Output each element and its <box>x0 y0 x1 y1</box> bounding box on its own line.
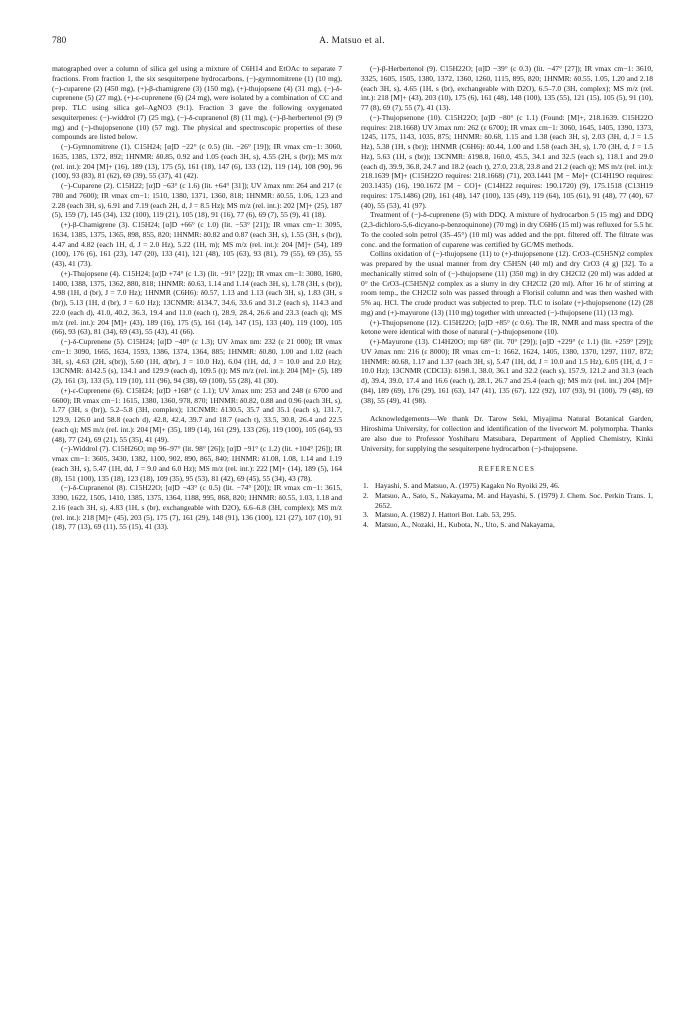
collins-oxidation: Collins oxidation of (−)-thujopsene (11) to (+)-thujopsenone (12). CrO3–(C5H5N)2 complex was prepared by the usual manner from dry C5H5N (40 ml) and dry CrO3 (4 g) [32]. To a mechanically stirred soln of (−)-thujopsene (11) (350 mg) in dry CH2Cl2 (20 ml) was added at 0° the CrO3–(C5H5N)2 complex as a slurry in dry CH2Cl2 (20 ml). After 16 hr of stirring at room temp., the CH2Cl2 soln was passed through a Florisil column and was then washed with 5% aq. HCl. The crude product was subjected to prep. TLC to isolate (+)-thujopsenone (12) (28 mg) and (+)-mayurone (13) (110 mg) together with unreacted (−)-thujopsene (11) (13 mg). <box>361 249 653 317</box>
compound-beta-herbertenol: (−)-β-Herbertenol (9). C15H22O; [α]D −39° (c 0.3) (lit. −47° [27]); IR νmax cm−1: 3610, 3325, 1605, 1505, 1380, 1372, 1360, 1260, 1115, 895, 820; 1HNMR: δ0.55, 1.05, 1.20 and 2.18 (each 3H, s), 4.65 (1H, s (br), exchangeable with D2O), 6.5–7.0 (3H, complex); MS m/z (rel. int.): 218 [M]+ (43), 203 (10), 175 (6), 161 (48), 148 (100), 135 (55), 121 (15), 105 (5), 91 (10), 77 (8), 69 (7), 55 (7), 41 (13). <box>361 64 653 112</box>
compound-beta-chamigrene: (+)-β-Chamigrene (3). C15H24; [α]D +66° (c 1.0) (lit. −53° [21]); IR νmax cm−1: 3095, 1634, 1385, 1375, 1365, 898, 855, 820; 1HNMR: δ0.82 and 0.87 (each 3H, s), 1.55 (3H, s (br)), 4.47 and 4.82 (each 1H, d, J = 2.0 Hz), 5.22 (1H, m); MS m/z (rel. int.): 204 [M]+ (54), 189 (100), 176 (6), 161 (23), 147 (20), 133 (41), 121 (48), 105 (63), 93 (81), 79 (55), 69 (35), 55 (43), 41 (73). <box>52 220 342 268</box>
right-column <box>361 64 653 1004</box>
reference-number: 3. <box>363 510 369 520</box>
reference-item <box>361 481 653 491</box>
page-header <box>52 36 652 50</box>
reference-item <box>361 491 653 511</box>
left-column <box>52 64 342 1004</box>
compound-mayurone: (+)-Mayurone (13). C14H20O; mp 68° (lit. 70° [29]); [α]D +229° (c 1.1) (lit. +259° [29]); UV λmax nm: 216 (ε 8000); IR νmax cm−1: 1662, 1624, 1405, 1380, 1370, 1297, 1107, 872; 1HNMR: δ0.68, 1.17 and 1.37 (each 3H, s), 5.47 (1H, dd, J = 10.0 and 1.5 Hz), 6.05 (1H, d, J = 10.0 Hz); 13CNMR (CDCl3): δ198.1, 38.0, 36.1 and 32.2 (each s), 157.9, 121.2 and 31.3 (each d), 39.4, 39.0, 17.4 and 16.6 (each t), 28.1, 26.7 and 25.4 (each q); MS m/z (rel. int.) 204 [M]+ (84), 189 (69), 176 (29), 161 (63), 147 (41), 135 (67), 122 (92), 107 (93), 91 (100), 79 (48), 69 (38), 55 (49), 41 (98). <box>361 337 653 405</box>
compound-widdrol: (−)-Widdrol (7). C15H26O; mp 96–97° (lit. 98° [26]); [α]D −91° (c 1.2) (lit. +104° [26]); IR νmax cm−1: 3605, 3430, 1382, 1100, 902, 890, 865, 840; 1HNMR: δ1.08, 1.08, 1.14 and 1.19 (each 3H, s), 5.47 (1H, dd, J = 9.0 and 6.0 Hz); MS m/z (rel. int.): 222 [M]+ (14), 189 (5), 164 (8), 151 (100), 135 (18), 123 (18), 109 (35), 95 (53), 81 (42), 69 (45), 55 (34), 43 (78). <box>52 444 342 483</box>
page-number: 780 <box>52 36 67 46</box>
reference-number: 4. <box>363 520 369 529</box>
reference-text: Matsuo, A., Sato, S., Nakayama, M. and Hayashi, S. (1979) J. Chem. Soc. Perkin Trans. 1, 2652. <box>375 490 653 510</box>
compound-gymnomitrene: (−)-Gymnomitrene (1). C15H24; [α]D −22° (c 0.5) (lit. −26° [19]); IR νmax cm−1: 3060, 1635, 1385, 1372, 892; 1HNMR: δ0.85, 0.92 and 1.05 (each 3H, s), 4.55 (2H, s (br)); MS m/z (rel. int.): 204 [M]+ (16), 189 (13), 175 (5), 161 (18), 147 (6), 133 (12), 119 (14), 108 (90), 96 (100), 93 (83), 81 (62), 69 (39), 55 (37), 41 (42). <box>52 142 342 181</box>
reference-text: Hayashi, S. and Matsuo, A. (1975) Kagaku No Ryoiki 29, 46. <box>375 481 560 490</box>
reference-number: 2. <box>363 490 369 500</box>
compound-thujopsenone: (−)-Thujopsenone (10). C15H22O; [α]D −80° (c 1.1) (Found: [M]+, 218.1639. C15H22O requires: 218.1668) UV λmax nm: 262 (ε 6700); IR νmax cm−1: 3060, 1645, 1405, 1390, 1373, 1245, 1175, 1143, 1035, 875; 1HNMR: δ0.68, 1.15 and 1.38 (each 3H, s), 2.03 (3H, d, J = 1.5 Hz), 5.38 (1H, s (br)); 1HNMR (C6H6): δ0.44, 1.00 and 1.58 (each 3H, s), 1.70 (3H, d, J = 1.5 Hz), 5.63 (1H, s (br)); 13CNMR: δ198.8, 160.0, 45.5, 34.1 and 32.5 (each s), 118.1 and 29.0 (each d), 39.9, 36.8, 24.7 and 18.2 (each t), 27.0, 23.8, 23.8 and 21.2 (each q); MS m/z (rel. int.): 218.1639 [M]+ (C15H22O requires: 218.1668) (71), 203.1441 [M − Me]+ (C14H19O requires: 203.1435) (16), 190.1672 [M − CO]+ (C14H22 requires: 190.1720) (9), 175.1518 (C13H19 requires: 175.1486) (20), 161 (48), 147 (100), 135 (49), 119 (64), 105 (61), 91 (48), 77 (40), 67 (40), 55 (53), 41 (97). <box>361 112 653 210</box>
compound-plus-thujopsenone: (+)-Thujopsenone (12). C15H22O; [α]D +85° (c 0.6). The IR, NMR and mass spectra of the ketone were identical with those of natural (−)-thujopsenone (10). <box>361 317 653 337</box>
reference-number: 1. <box>363 481 369 490</box>
compound-delta-cupranenol: (−)-δ-Cupranenol (8). C15H22O; [α]D −43° (c 0.5) (lit. −74° [20]); IR νmax cm−1: 3615, 3390, 1622, 1505, 1410, 1385, 1375, 1364, 1188, 995, 868, 820; 1HNMR: δ0.55, 1.03, 1.18 and 2.16 (each 3H, s), 4.83 (1H, s (br), exchangeable with D2O), 6.6–6.8 (3H, complex); MS m/z (rel. int.): 218 [M]+ (45), 203 (5), 175 (7), 161 (29), 148 (91), 136 (100), 121 (27), 107 (10), 91 (18), 77 (13), 69 (11), 55 (15), 41 (33). <box>52 483 342 532</box>
paragraph-isolation: matographed over a column of silica gel using a mixture of C6H14 and EtOAc to separate 7 fractions. From fraction 1, the six sesquiterpene hydrocarbons, (−)-gymnomitrene (1) (10 mg), (−)-cuparene (2) (450 mg), (+)-β-chamigrene (3) (150 mg), (+)-thujopsene (4) (31 mg), (−)-δ-cuprenene (5) (27 mg), (+)-ε-cuprenene (6) (24 mg), were isolated by a combination of CC and prep. TLC using silica gel–AgNO3 (9:1). Fraction 3 gave the following oxygenated sesquiterpenes: (−)-widdrol (7) (25 mg), (−)-δ-cupranenol (8) (11 mg), (−)-β-herbertenol (9) (9 mg) and (−)-thujopsenone (10) (57 mg). The physical and spectroscopic properties of these compounds are listed below. <box>52 64 342 142</box>
running-head: A. Matsuo et al. <box>319 36 385 46</box>
reference-item <box>361 510 653 520</box>
compound-delta-cuprenene: (−)-δ-Cuprenene (5). C15H24; [α]D −40° (c 1.3); UV λmax nm: 232 (ε 21 000); IR νmax cm−1: 3090, 1665, 1634, 1593, 1386, 1374, 1364, 885; 1HNMR: δ0.80, 1.00 and 1.02 (each 3H, s), 4.63 (2H, s(br)), 5.60 (1H, d(br), J = 10.0 Hz), 6.04 (1H, dd, J = 10.0 and 2.0 Hz); 13CNMR: δ142.5 (s), 134.1 and 129.9 (each d), 109.5 (t); MS m/z (rel. int.): 204 [M]+ (5), 189 (2), 161 (3), 133 (5), 119 (10), 111 (96), 94 (38), 69 (100), 55 (28), 41 (30). <box>52 337 342 385</box>
references-heading: REFERENCES <box>478 466 536 474</box>
compound-cuparene: (−)-Cuparene (2). C15H22; [α]D −63° (c 1.6) (lit. +64° [31]); UV λmax nm: 264 and 217 (ε 780 and 7600); IR νmax cm−1: 1510, 1380, 1371, 1360, 818; 1HNMR: δ0.55, 1.06, 1.23 and 2.28 (each 3H, s), 6.91 and 7.19 (each 2H, d, J = 8.5 Hz); MS m/z (rel. int.): 202 [M]+ (25), 187 (5), 159 (7), 145 (34), 132 (100), 119 (21), 105 (18), 91 (16), 77 (6), 69 (7), 55 (9), 41 (18). <box>52 181 342 220</box>
reference-text: Matsuo, A. (1982) J. Hattori Bot. Lab. 53, 295. <box>375 510 517 520</box>
reference-item <box>361 520 653 530</box>
compound-thujopsene: (+)-Thujopsene (4). C15H24; [α]D +74° (c 1.3) (lit. −91° [22]); IR νmax cm−1: 3080, 1680, 1400, 1388, 1375, 1362, 880, 818; 1HNMR: δ0.63, 1.14 and 1.14 (each 3H, s), 1.78 (3H, s (br)), 4.98 (1H, d (br), J = 7.0 Hz); 1HNMR (C6H6): δ0.57, 1.13 and 1.13 (each 3H, s), 1.83 (3H, s (br)), 5.13 (1H, d (br), J = 6.0 Hz); 13CNMR: δ134.7, 34.6, 33.6 and 31.2 (each s), 114.3 and 22.0 (each d), 41.0, 40.2, 36.3, 19.4 and 11.0 (each t), 28.9, 28.4, 26.6 and 23.3 (each q); MS m/z (rel. int.): 204 [M]+ (43), 189 (16), 175 (5), 161 (14), 147 (15), 133 (40), 119 (100), 105 (66), 93 (63), 81 (34), 69 (43), 55 (43), 41 (66). <box>52 268 342 337</box>
acknowledgements: Acknowledgements—We thank Dr. Tarow Seki, Miyajima Natural Botanical Garden, Hiroshima University, for collection and identification of the liverwort M. polymorpha. Thanks are also due to Professor Yoshiharu Matsubara, Department of Applied Chemistry, Kinki University, for supplying the sesquiterpene hydrocarbon (−)-thujopsene. <box>361 414 653 453</box>
compound-epsilon-cuprenene: (+)-ε-Cuprenene (6). C15H24; [α]D +168° (c 1.1); UV λmax nm: 253 and 248 (ε 6700 and 6600); IR νmax cm−1: 1615, 1380, 1360, 978, 870; 1HNMR: δ0.82, 0.88 and 0.96 (each 3H, s), 1.77 (3H, s (br)), 5.2–5.8 (3H, complex); 13CNMR: δ130.5, 35.7 and 35.1 (each s), 131.7, 129.9, 126.0 and 58.8 (each d), 42.8, 42.4, 39.7 and 18.7 (each t), 33.5, 30.8, 26.4 and 22.5 (each q); MS m/z (rel. int.): 204 [M]+ (35), 189 (14), 161 (29), 133 (26), 119 (100), 105 (64), 93 (48), 77 (24), 69 (21), 55 (35), 41 (49). <box>52 385 342 444</box>
treatment-ddq: Treatment of (−)-δ-cuprenene (5) with DDQ. A mixture of hydrocarbon 5 (15 mg) and DDQ (2,3-dichloro-5,6-dicyano-p-benzoquinone) (70 mg) in dry C6H6 (15 ml) was refluxed for 5.5 hr. To the cooled soln petrol (35–45°) (10 ml) was added and the ppt. filtered off. The filtrate was conc. and the formation of cuparene was certified by GC/MS methods. <box>361 210 653 249</box>
reference-text: Matsuo, A., Nozaki, H., Kubota, N., Uto, S. and Nakayama, <box>375 520 555 529</box>
